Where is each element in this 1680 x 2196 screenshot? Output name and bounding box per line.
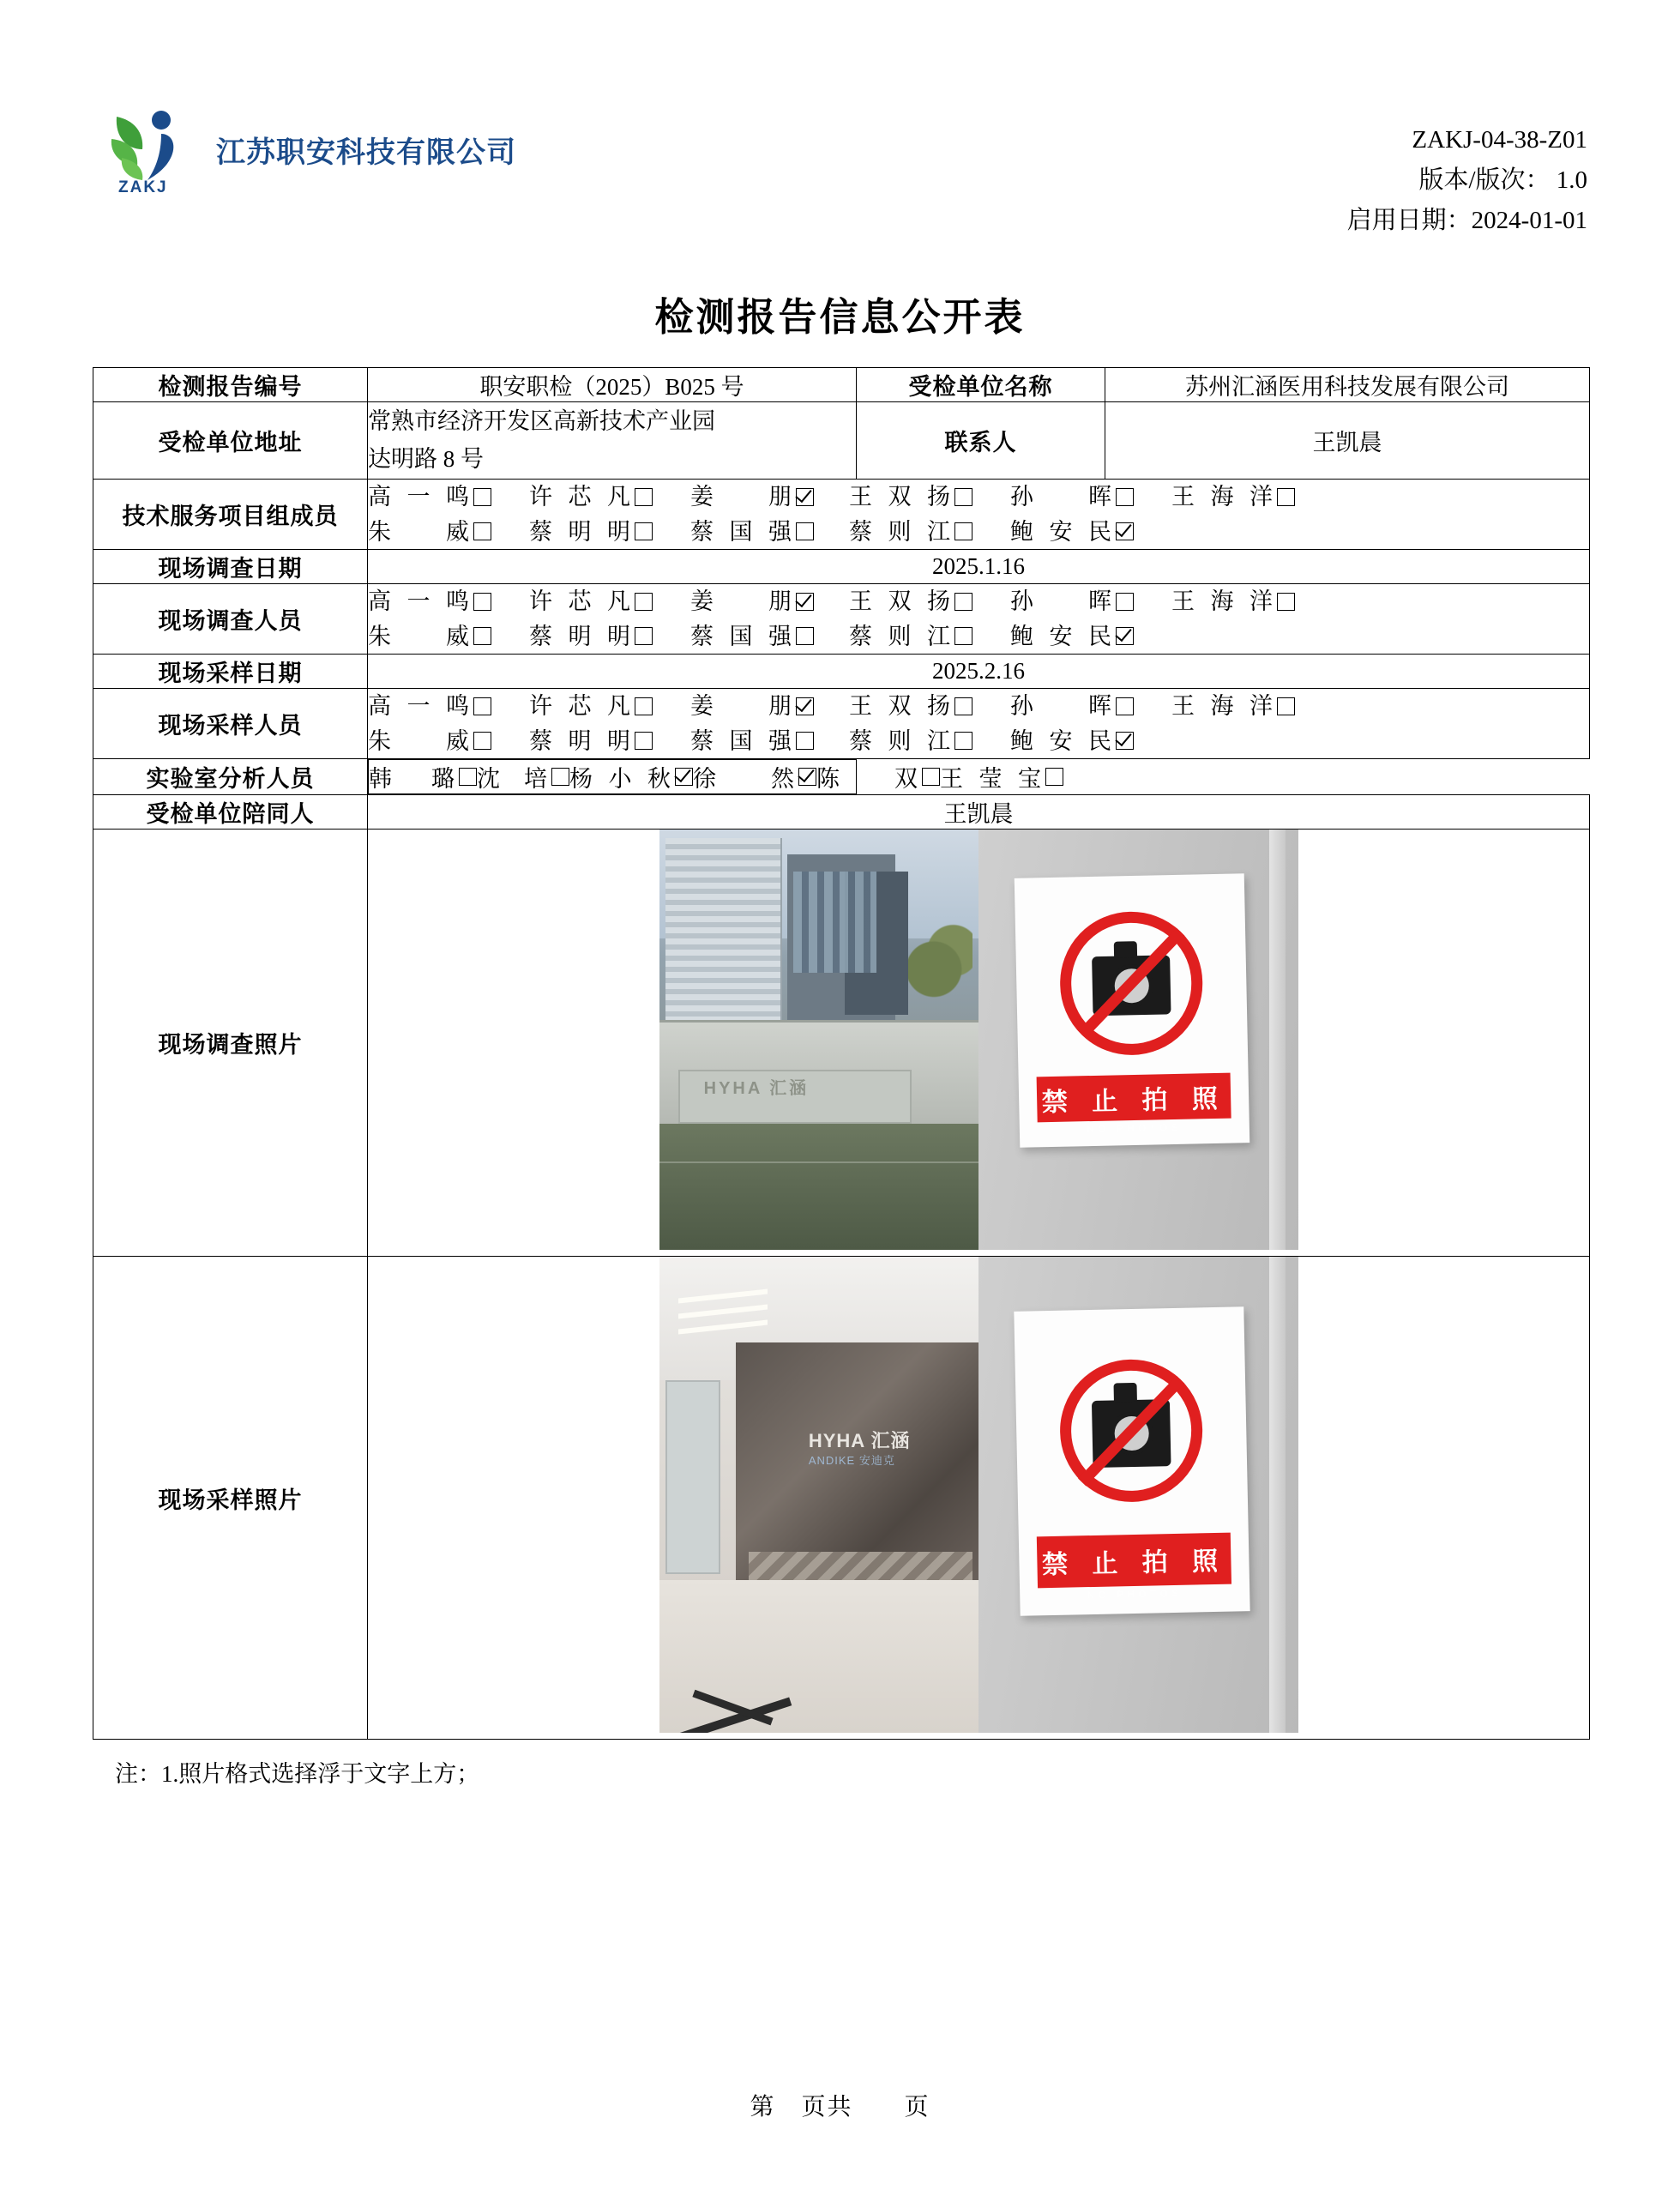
ground-area [659, 1124, 979, 1250]
checkbox[interactable] [796, 593, 814, 611]
checkbox[interactable] [635, 732, 653, 750]
person-name: 蔡则江 [849, 518, 950, 545]
checkbox-item[interactable] [1171, 584, 1295, 619]
checkbox-item[interactable] [690, 689, 849, 724]
checkbox-item[interactable] [529, 584, 690, 619]
sampling-photo-pair [659, 1257, 1298, 1733]
checkbox-item[interactable] [690, 619, 849, 655]
checkbox[interactable] [1116, 593, 1134, 611]
wall-column [1269, 830, 1286, 1250]
checkbox-item[interactable] [529, 689, 690, 724]
page-footer: 第 页共 页 [750, 2094, 930, 2121]
doc-version: 版本/版次： 1.0 [1418, 166, 1587, 194]
checkbox[interactable] [635, 593, 653, 611]
checkbox[interactable] [954, 732, 972, 750]
client-name-value: 苏州汇涵医用科技发展有限公司 [1105, 367, 1590, 401]
person-name: 孙 晖 [1010, 484, 1111, 510]
table-row [93, 584, 1590, 655]
team-members-row-1 [368, 480, 1589, 515]
team-members-grid [368, 480, 1590, 550]
floor-area [659, 1580, 979, 1733]
checkbox[interactable] [798, 768, 816, 786]
doorway [665, 1380, 720, 1574]
report-no-value: 职安职检（2025）B025 号 [368, 367, 857, 401]
person-name: 韩 璐 [369, 766, 455, 792]
checkbox[interactable] [551, 768, 569, 786]
checkbox-item[interactable] [529, 724, 690, 759]
person-name: 孙 晖 [1010, 588, 1111, 614]
checkbox-item[interactable] [849, 724, 1010, 759]
checkbox[interactable] [954, 488, 972, 506]
person-name: 王双扬 [849, 588, 950, 614]
checkbox-item[interactable] [690, 480, 849, 515]
info-table [93, 367, 1590, 1740]
checkbox[interactable] [954, 627, 972, 645]
client-address-line-1: 常熟市经济开发区高新技术产业园 [368, 407, 715, 434]
lab-staff-grid [368, 759, 1041, 794]
document-header [93, 0, 1587, 241]
client-address-value [368, 401, 857, 479]
table-row [93, 367, 1590, 401]
checkbox[interactable] [473, 593, 491, 611]
sampling-date-label: 现场采样日期 [93, 655, 368, 689]
checkbox[interactable] [635, 522, 653, 540]
checkbox-item[interactable] [1010, 619, 1134, 655]
person-name: 姜 朋 [690, 484, 792, 510]
sign-paper [1014, 873, 1249, 1147]
checkbox[interactable] [922, 768, 940, 786]
sampling-photo-label: 现场采样照片 [93, 1257, 368, 1740]
contact-label: 联系人 [857, 401, 1105, 479]
floor-inlay-line-1 [680, 1698, 792, 1733]
checkbox[interactable] [675, 768, 693, 786]
accompany-value: 王凯晨 [368, 795, 1590, 830]
checkbox-item[interactable] [368, 515, 529, 550]
checkbox[interactable] [954, 697, 972, 715]
checkbox[interactable] [1116, 627, 1134, 645]
sampling-staff-label: 现场采样人员 [93, 689, 368, 759]
lobby-logo-text: HYHA 汇涵 [808, 1430, 911, 1451]
person-name: 蔡国强 [690, 623, 792, 649]
contact-value: 王凯晨 [1105, 401, 1590, 479]
glass-facade [793, 872, 876, 973]
report-no-label: 检测报告编号 [93, 367, 368, 401]
person-name: 杨小秋 [569, 766, 671, 792]
person-name: 许芯凡 [529, 588, 630, 614]
sampling-staff-row-2 [368, 724, 1589, 759]
checkbox[interactable] [954, 522, 972, 540]
person-name: 王海洋 [1171, 693, 1273, 719]
checkbox[interactable] [1116, 522, 1134, 540]
checkbox[interactable] [796, 627, 814, 645]
checkbox[interactable] [1116, 488, 1134, 506]
checkbox-item[interactable] [368, 584, 529, 619]
client-address-label: 受检单位地址 [93, 401, 368, 479]
checkbox-item[interactable] [368, 480, 529, 515]
checkbox[interactable] [473, 522, 491, 540]
photo-no-photography-sign-2 [978, 1257, 1298, 1733]
checkbox-item[interactable] [368, 724, 529, 759]
checkbox[interactable] [796, 522, 814, 540]
footnote: 注：1.照片格式选择浮于文字上方； [115, 1761, 480, 1787]
person-name: 朱 威 [368, 727, 469, 754]
checkbox[interactable] [1045, 768, 1063, 786]
checkbox-item[interactable] [477, 760, 569, 793]
company-logo-icon [93, 101, 201, 197]
brand-block [93, 101, 516, 197]
checkbox-item[interactable] [369, 760, 477, 793]
checkbox[interactable] [954, 593, 972, 611]
table-row [93, 480, 1590, 550]
person-name: 蔡则江 [849, 727, 950, 754]
person-name: 蔡明明 [529, 623, 630, 649]
person-name: 朱 威 [368, 518, 469, 545]
checkbox[interactable] [796, 697, 814, 715]
checkbox[interactable] [473, 488, 491, 506]
checkbox[interactable] [1116, 732, 1134, 750]
person-name: 王莹宝 [940, 766, 1041, 792]
checkbox-item[interactable] [368, 619, 529, 655]
checkbox[interactable] [1277, 593, 1295, 611]
checkbox-item[interactable] [849, 480, 1010, 515]
checkbox-item[interactable] [849, 689, 1010, 724]
checkbox[interactable] [1116, 697, 1134, 715]
survey-staff-label: 现场调查人员 [93, 584, 368, 655]
survey-date-label: 现场调查日期 [93, 550, 368, 584]
checkbox-item[interactable] [529, 480, 690, 515]
person-name: 鲍安民 [1010, 518, 1111, 545]
person-name: 沈培 [477, 766, 547, 792]
person-name: 蔡国强 [690, 727, 792, 754]
accompany-label: 受检单位陪同人 [93, 795, 368, 830]
table-row [93, 655, 1590, 689]
person-name: 王双扬 [849, 484, 950, 510]
checkbox[interactable] [635, 627, 653, 645]
person-name: 高一鸣 [368, 484, 469, 510]
checkbox-item[interactable] [849, 515, 1010, 550]
person-name: 徐 然 [693, 766, 794, 792]
team-members-row-2 [368, 515, 1589, 550]
checkbox-item[interactable] [1010, 515, 1134, 550]
person-name: 王海洋 [1171, 484, 1273, 510]
sign-paper [1014, 1306, 1250, 1616]
checkbox-item[interactable] [1171, 689, 1295, 724]
survey-date-value: 2025.1.16 [368, 550, 1590, 584]
header-meta [1347, 101, 1587, 241]
checkbox[interactable] [796, 488, 814, 506]
person-name: 鲍安民 [1010, 727, 1111, 754]
checkbox-item[interactable] [529, 515, 690, 550]
tree [908, 914, 972, 1006]
checkbox-item[interactable] [690, 584, 849, 619]
sign-banner [1037, 1073, 1231, 1136]
person-name: 姜 朋 [690, 693, 792, 719]
checkbox[interactable] [635, 697, 653, 715]
checkbox[interactable] [796, 732, 814, 750]
company-name: 江苏职安科技有限公司 [216, 136, 516, 169]
checkbox-item[interactable] [690, 515, 849, 550]
page-title: 检测报告信息公开表 [654, 295, 1026, 339]
checkbox[interactable] [459, 768, 477, 786]
doc-effective-date: 启用日期：2024-01-01 [1346, 206, 1587, 234]
person-name: 许芯凡 [529, 484, 630, 510]
table-row [93, 795, 1590, 830]
sampling-staff-row-1 [368, 689, 1589, 724]
survey-staff-grid [368, 584, 1590, 655]
photo-building-exterior [659, 830, 979, 1250]
checkbox-item[interactable] [368, 689, 529, 724]
table-row [93, 1257, 1590, 1740]
person-name: 王海洋 [1171, 588, 1273, 614]
person-name: 蔡则江 [849, 623, 950, 649]
photo-lobby-interior [659, 1257, 979, 1733]
wall-company-text: HYHA 汇涵 [703, 1078, 810, 1098]
checkbox-item[interactable] [690, 724, 849, 759]
person-name: 蔡明明 [529, 518, 630, 545]
sampling-photo-cell [368, 1257, 1590, 1740]
survey-staff-row-2 [368, 619, 1589, 655]
person-name: 高一鸣 [368, 693, 469, 719]
wall-column [1269, 1257, 1286, 1733]
lab-staff-label: 实验室分析人员 [93, 759, 368, 795]
person-name: 王双扬 [849, 693, 950, 719]
checkbox-item[interactable] [849, 584, 1010, 619]
checkbox[interactable] [1277, 697, 1295, 715]
survey-photo-label: 现场调查照片 [93, 830, 368, 1257]
person-name: 高一鸣 [368, 588, 469, 614]
table-row [93, 759, 1590, 795]
checkbox[interactable] [635, 488, 653, 506]
photo-no-photography-sign [978, 830, 1298, 1250]
checkbox[interactable] [473, 627, 491, 645]
person-name: 孙 晖 [1010, 693, 1111, 719]
person-name: 蔡国强 [690, 518, 792, 545]
sign-text: 禁 止 拍 照 [1041, 1547, 1227, 1580]
person-name: 朱 威 [368, 623, 469, 649]
checkbox-item[interactable] [1010, 689, 1171, 724]
sign-banner [1037, 1533, 1231, 1602]
checkbox-item[interactable] [849, 619, 1010, 655]
sign-subtext: NO PHOTOS [1087, 1589, 1183, 1602]
client-name-label: 受检单位名称 [857, 367, 1105, 401]
survey-photo-cell [368, 830, 1590, 1257]
sampling-staff-grid [368, 689, 1590, 759]
lobby-sub-text: ANDIKE 安迪克 [808, 1453, 895, 1467]
person-name: 许芯凡 [529, 693, 630, 719]
table-row [93, 830, 1590, 1257]
checkbox-item[interactable] [1010, 480, 1171, 515]
checkbox-item[interactable] [1010, 584, 1171, 619]
sign-subtext: NO PHOTOS [1087, 1123, 1183, 1136]
checkbox[interactable] [473, 732, 491, 750]
team-label: 技术服务项目组成员 [93, 480, 368, 550]
sign-text: 禁 止 拍 照 [1041, 1084, 1226, 1117]
doc-code: ZAKJ-04-38-Z01 [1412, 126, 1587, 154]
person-name: 蔡明明 [529, 727, 630, 754]
table-row [93, 550, 1590, 584]
checkbox[interactable] [1277, 488, 1295, 506]
checkbox-item[interactable] [569, 760, 693, 793]
checkbox-item[interactable] [940, 760, 1063, 793]
checkbox-item[interactable] [693, 760, 816, 793]
checkbox-item[interactable] [1171, 480, 1295, 515]
table-row [93, 689, 1590, 759]
survey-photo-pair [659, 830, 1298, 1250]
checkbox-item[interactable] [816, 760, 940, 793]
checkbox-item[interactable] [1010, 724, 1134, 759]
svg-text:ZAKJ: ZAKJ [118, 178, 168, 196]
person-name: 陈 双 [816, 766, 918, 792]
client-address-line-2: 达明路 8 号 [368, 446, 484, 473]
checkbox-item[interactable] [529, 619, 690, 655]
survey-staff-row-1 [368, 584, 1589, 619]
checkbox[interactable] [473, 697, 491, 715]
sampling-date-value: 2025.2.16 [368, 655, 1590, 689]
person-name: 姜 朋 [690, 588, 792, 614]
person-name: 鲍安民 [1010, 623, 1111, 649]
table-row [93, 401, 1590, 479]
